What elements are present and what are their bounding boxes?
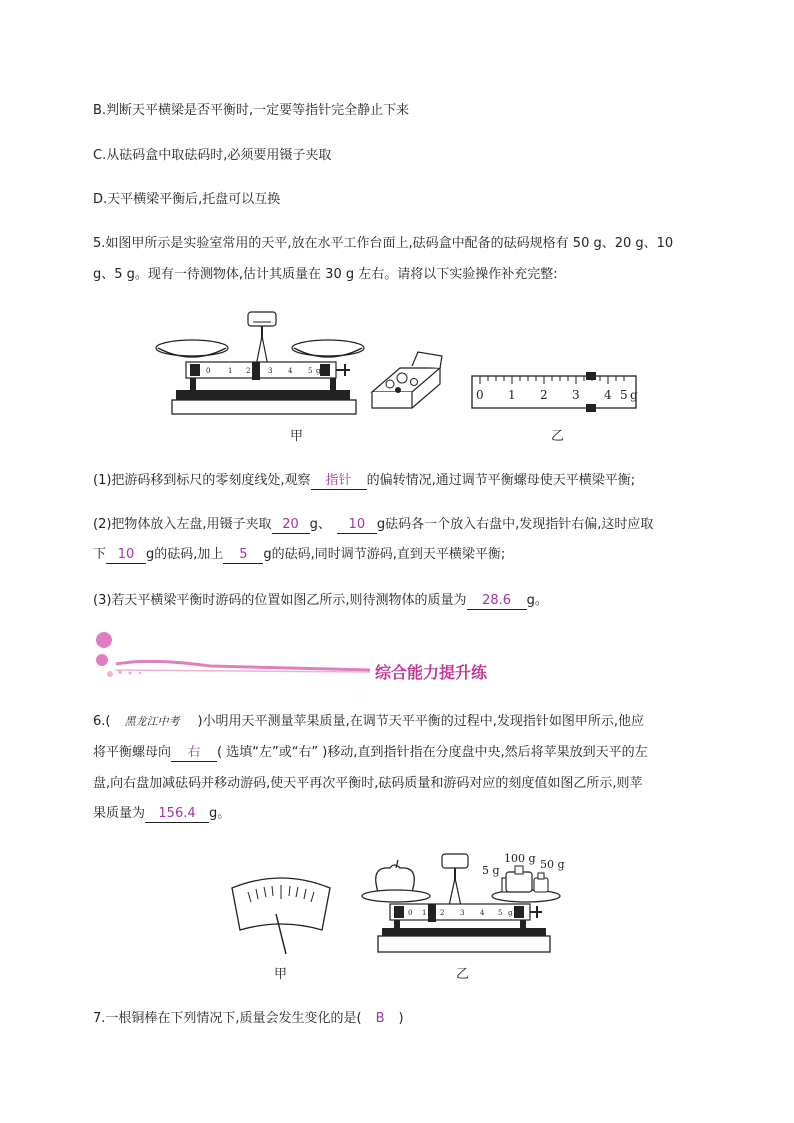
q6-source: 黑龙江中考: [124, 715, 180, 728]
svg-text:5: 5: [308, 367, 313, 375]
q6-line4: [93, 805, 230, 823]
ruler-tick-label: 0: [476, 388, 484, 402]
q7-answer: B: [375, 1011, 385, 1026]
q6-line4-pre: 果质量为: [93, 806, 146, 821]
q5-ruler-figure: [470, 370, 640, 412]
q7-post: ): [398, 1011, 404, 1026]
q5-part2b-pre: 下: [93, 547, 107, 562]
scale-label: g: [508, 909, 513, 917]
ruler-tick-label: 5: [620, 388, 628, 402]
scale-label: 3: [460, 909, 465, 917]
q6-dial-figure: [226, 874, 336, 960]
ruler-tick-label: 2: [540, 388, 548, 402]
q6-caption-left: 甲: [274, 967, 288, 982]
q5-part1: [93, 472, 635, 490]
q5-part2b-post: g的砝码,同时调节游码,直到天平横梁平衡;: [263, 547, 506, 562]
q5-balance-figure: [150, 306, 450, 418]
q5-stem-line2: g、5 g。现有一待测物体,估计其质量在 30 g 左右。请将以下实验操作补充完整:: [93, 267, 558, 282]
section-decoration: [90, 628, 380, 684]
q6-line3: 盘,向右盘加减砝码并移动游码,使天平再次平衡时,砝码质量和游码对应的刻度值如图乙所示,则苹: [93, 776, 643, 791]
ruler-tick-label: 4: [604, 388, 612, 402]
q6-answer2: 156.4: [145, 806, 209, 823]
ruler-tick-label: 3: [572, 388, 580, 402]
q5-part2b: [93, 546, 505, 564]
ruler-tick-label: g: [630, 388, 638, 402]
q5-part3-answer: 28.6: [467, 593, 527, 610]
q6-line2-pre: 将平衡螺母向: [93, 745, 172, 760]
q5-part2-pre: (2)把物体放入左盘,用镊子夹取: [93, 517, 272, 532]
weight-label: 100 g: [504, 852, 536, 865]
q6-stem1: )小明用天平测量苹果质量,在调节天平平衡的过程中,发现指针如图甲所示,他应: [197, 714, 644, 729]
q5-part1-answer: 指针: [311, 473, 367, 490]
scale-label: 5: [498, 909, 503, 917]
q6-pre: 6.(: [93, 714, 111, 729]
q6-line1: [93, 713, 644, 731]
q5-part2: [93, 516, 653, 534]
q5-part2-answer2: 10: [337, 517, 377, 534]
q6-caption-right: 乙: [456, 967, 470, 982]
q5-part2b-answer2: 5: [223, 547, 263, 564]
q6-line2: [93, 744, 648, 762]
spacer: [0, 0, 1, 1]
q7-line: [93, 1010, 404, 1028]
q5-stem-line1: 5.如图甲所示是实验室常用的天平,放在水平工作台面上,砝码盒中配备的砝码规格有 50 g、20 g、10: [93, 236, 674, 251]
q5-part2-answer1: 20: [272, 517, 310, 534]
q5-caption-left: 甲: [290, 429, 304, 444]
q5-part2b-mid: g的砝码,加上: [146, 547, 224, 562]
scale-label: 0: [408, 909, 413, 917]
weight-label: 5 g: [482, 864, 500, 877]
q6-balance-figure: [356, 848, 570, 956]
scale-label: 1: [422, 909, 427, 917]
weight-label: 50 g: [540, 858, 565, 871]
q5-caption-right: 乙: [551, 429, 565, 444]
section-title: 综合能力提升练: [375, 663, 488, 682]
svg-text:4: 4: [288, 367, 293, 375]
scale-label: 2: [440, 909, 445, 917]
svg-text:2: 2: [246, 367, 251, 375]
q5-part1-pre: (1)把游码移到标尺的零刻度线处,观察: [93, 473, 311, 488]
option-d: D.天平横梁平衡后,托盘可以互换: [93, 192, 281, 207]
q6-line4-post: g。: [209, 806, 231, 821]
svg-text:g: g: [316, 367, 321, 375]
q5-part3: [93, 592, 548, 610]
option-b: B.判断天平横梁是否平衡时,一定要等指针完全静止下来: [93, 103, 410, 118]
q7-pre: 7.一根铜棒在下列情况下,质量会发生变化的是(: [93, 1011, 362, 1026]
q5-part2-mid1: g、: [309, 517, 331, 532]
svg-text:1: 1: [228, 367, 233, 375]
ruler-tick-label: 1: [508, 388, 516, 402]
q5-part3-post: g。: [526, 593, 548, 608]
svg-text:3: 3: [268, 367, 273, 375]
q5-part1-post: 的偏转情况,通过调节平衡螺母使天平横梁平衡;: [366, 473, 636, 488]
svg-text:0: 0: [206, 367, 211, 375]
q5-part2b-answer1: 10: [106, 547, 146, 564]
q6-answer1: 右: [171, 745, 217, 762]
q6-line2-post: ( 选填“左”或“右” )移动,直到指针指在分度盘中央,然后将苹果放到天平的左: [217, 745, 648, 760]
option-c: C.从砝码盒中取砝码时,必须要用镊子夹取: [93, 148, 332, 163]
scale-label: 4: [480, 909, 485, 917]
q5-part2-mid2: g砝码各一个放入右盘中,发现指针右偏,这时应取: [376, 517, 654, 532]
q5-part3-pre: (3)若天平横梁平衡时游码的位置如图乙所示,则待测物体的质量为: [93, 593, 467, 608]
